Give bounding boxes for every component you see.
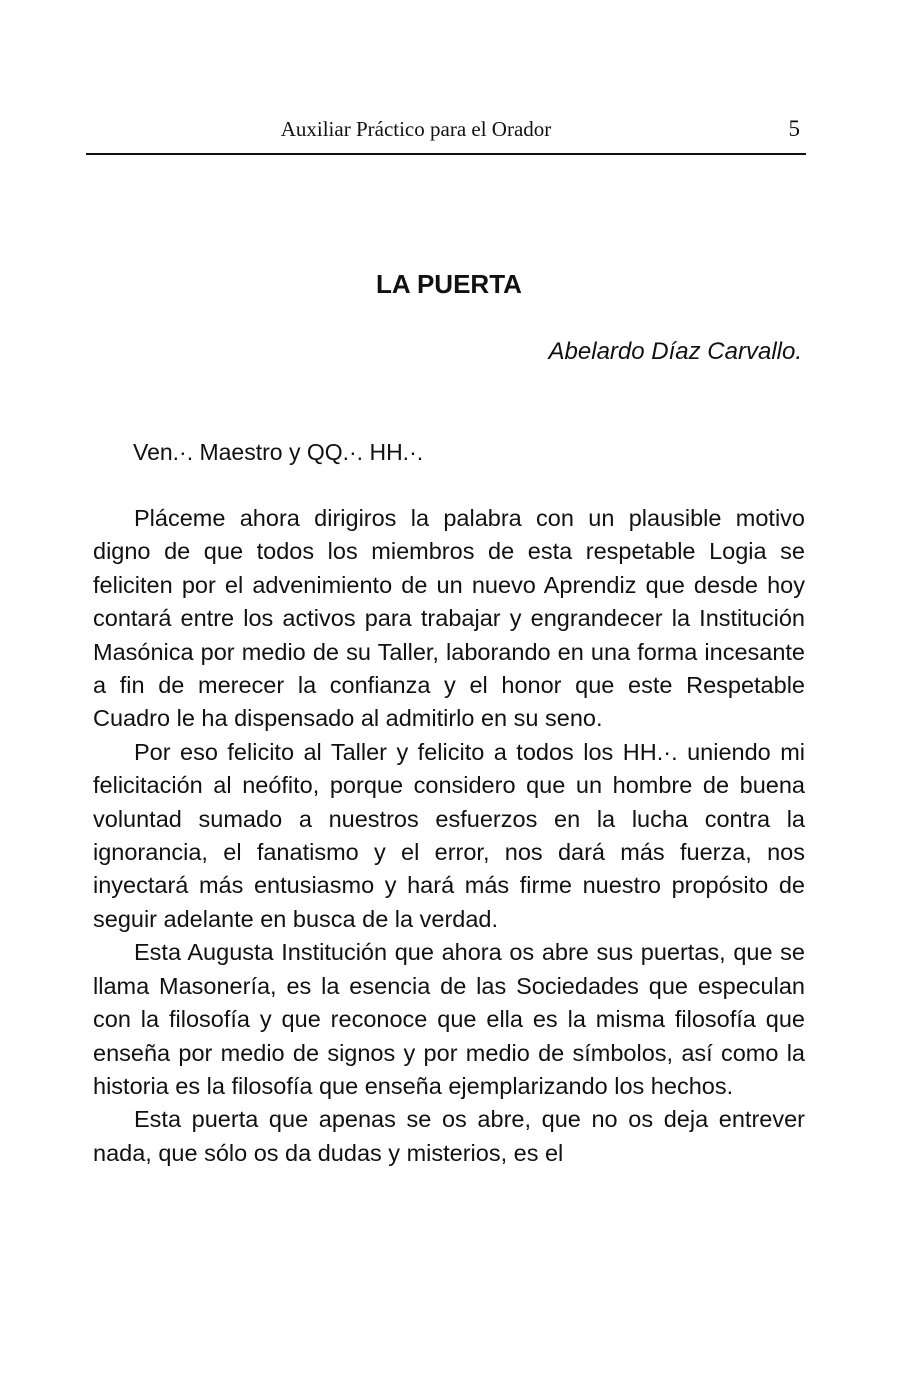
paragraph: Pláceme ahora dirigiros la palabra con un plausible motivo digno de que todos los miembros de esta respetable Logia se feliciten por el advenimiento de un nuevo Aprendiz que desde hoy contará entre los activos para trabajar y engrandecer la Institución Masónica por medio de su Taller, laborando en una forma incesante a fin de merecer la confianza y el honor que este Respetable Cuadro le ha dispensado al admitirlo en su seno. bbox=[93, 505, 805, 732]
article-title: LA PUERTA bbox=[376, 269, 522, 299]
running-title: Auxiliar Práctico para el Orador bbox=[280, 117, 552, 141]
paragraph: Esta Augusta Institución que ahora os abre sus puertas, que se llama Masonería, es la esencia de las Sociedades que especulan con la filosofía y que reconoce que ella es la misma filosofía que enseña por medio de signos y por medio de símbolos, así como la historia es la filosofía que enseña ejemplarizando los hechos. bbox=[93, 939, 805, 1099]
body-text bbox=[93, 502, 805, 1170]
page-number: 5 bbox=[788, 116, 800, 141]
author-name: Abelardo Díaz Carvallo. bbox=[548, 338, 802, 365]
salutation: Ven.·. Maestro y QQ.·. HH.·. bbox=[133, 439, 424, 465]
running-header bbox=[86, 117, 806, 155]
paragraph: Esta puerta que apenas se os abre, que no os deja entrever nada, que sólo os da dudas y misterios, es el bbox=[93, 1106, 805, 1166]
paragraph: Por eso felicito al Taller y felicito a todos los HH.·. uniendo mi felicitación al neófito, porque considero que un hombre de buena voluntad sumado a nuestros esfuerzos en la lucha contra la ignorancia, el fanatismo y el error, nos dará más fuerza, nos inyectará más entusiasmo y hará más firme nuestro propósito de seguir adelante en busca de la verdad. bbox=[93, 738, 805, 932]
